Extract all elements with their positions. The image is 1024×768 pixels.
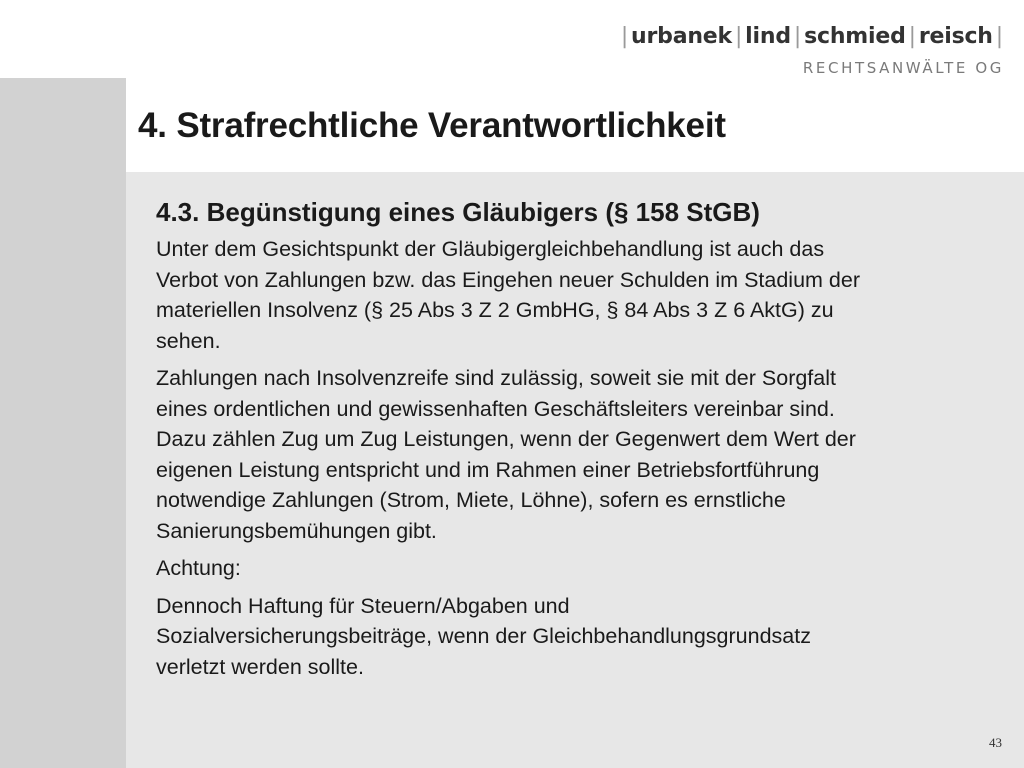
logo-separator: | [908,24,916,49]
logo-name-lind: lind [745,24,791,49]
paragraph-line: eigenen Leistung entspricht und im Rahmen einer Betriebsfortführung [156,457,820,482]
paragraph-line: Verbot von Zahlungen bzw. das Eingehen neuer Schulden im Stadium der [156,267,860,292]
paragraph-line: Dazu zählen Zug um Zug Leistungen, wenn der Gegenwert dem Wert der [156,427,856,451]
body-paragraph [156,591,1006,683]
page-number: 43 [989,735,1002,750]
paragraph-list [156,234,1006,682]
paragraph-line: notwendige Zahlungen (Strom, Miete, Löhne), sofern es ernstliche [156,488,786,512]
body-paragraph [156,553,1006,584]
body-paragraph [156,234,1006,356]
body-paragraph [156,363,1006,546]
logo-separator: | [995,24,1003,49]
logo-subtitle: RECHTSANWÄLTE OG [802,59,1004,77]
left-accent-bar [0,78,126,768]
logo-wordmark [618,24,1006,49]
paragraph-line: Zahlungen nach Insolvenzreife sind zulässig, soweit sie mit der Sorgfalt [156,366,836,390]
logo-separator: | [620,24,629,49]
paragraph-line: Unter dem Gesichtspunkt der Gläubigergleichbehandlung ist auch das [156,237,825,261]
logo-name-urbanek: urbanek [631,24,732,49]
logo-name-schmied: schmied [804,24,906,49]
paragraph-line: sehen. [156,328,221,353]
paragraph-line: Sanierungsbemühungen gibt. [156,518,437,543]
logo-name-reisch: reisch [918,24,993,49]
paragraph-line: eines ordentlichen und gewissenhaften Geschäftsleiters vereinbar sind. [156,396,835,421]
paragraph-line: Sozialversicherungsbeiträge, wenn der Gleichbehandlungsgrundsatz [156,624,811,648]
section-subtitle: 4.3. Begünstigung eines Gläubigers (§ 158 StGB) [156,197,760,227]
paragraph-line: Achtung: [156,556,241,580]
slide-content [156,197,1006,689]
paragraph-line: Dennoch Haftung für Steuern/Abgaben und [156,593,570,618]
paragraph-line: materiellen Insolvenz (§ 25 Abs 3 Z 2 GmbHG, § 84 Abs 3 Z 6 AktG) zu [156,298,834,322]
slide-title: 4. Strafrechtliche Verantwortlichkeit [138,106,726,145]
logo-separator: | [734,24,743,49]
company-logo [618,24,1006,77]
paragraph-line: verletzt werden sollte. [156,654,364,679]
logo-separator: | [793,24,802,49]
